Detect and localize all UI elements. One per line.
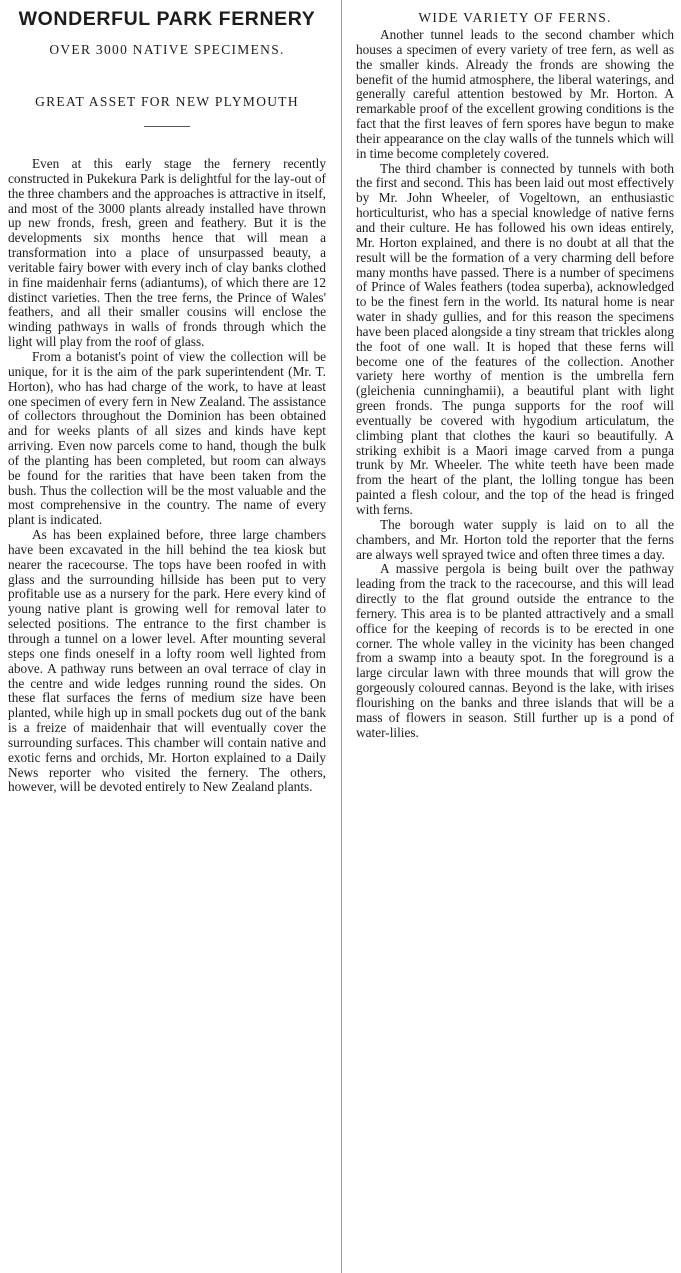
section-rule — [144, 126, 190, 127]
paragraph: The borough water supply is laid on to all the chambers, and Mr. Horton told the reporter that the ferns are always well sprayed twice and often three times a day. — [356, 516, 674, 562]
paragraph: From a botanist's point of view the collection will be unique, for it is the aim of the park superintendent (Mr. T. Horton), who has had charge of the work, to have at least one specimen of every fern in New Zealand. The assistance of collectors throughout the Dominion has been obtained and for weeks plants of all sizes and kinds have kept arriving. Even now parcels come to hand, though the bulk of the planting has been completed, but room can always be found for the rarities that have been taken from the bush. Thus the collection will be the most valuable and the most comprehensive in the country. The name of every plant is indicated. — [8, 348, 326, 528]
paragraph: A massive pergola is being built over the pathway leading from the track to the racecourse, and this will lead directly to the flat ground outside the entrance to the fernery. This area is to be planted attractively and a small office for the keeping of records is to be erected in one corner. The whole valley in the vicinity has been changed from a swamp into a beauty spot. In the foreground is a large circular lawn with three mounds that will grow the gorgeously coloured cannas. Beyond is the lake, with irises flourishing on the banks and three islands that will be a mass of flowers in season. Still further up is a pond of water-lilies. — [356, 561, 674, 740]
headline: WONDERFUL PARK FERNERY — [18, 8, 316, 30]
paragraph: Another tunnel leads to the second chamber which houses a specimen of every variety of tree fern, as well as the smaller kinds. Already the fronds are showing the benefit of the humid atmosphere, the liberal waterings, and generally careful attention bestowed by Mr. Horton. A remarkable proof of the excellent growing conditions is the fact that the first leaves of fern spores have begun to make their appearance on the clay walls of the tunnels which will in time become completely covered. — [356, 27, 674, 161]
left-column — [8, 4, 326, 795]
right-column — [356, 4, 674, 741]
paragraph: As has been explained before, three large chambers have been excavated in the hill behind the tea kiosk but nearer the racecourse. The tops have been roofed in with glass and the surrounding hillside has been put to very profitable use as a nursery for the park. Here every kind of young native plant is growing well for removal later to selected positions. The entrance to the first chamber is through a tunnel on a lower level. After mounting several steps one finds oneself in a lofty room well lighted from above. A pathway runs between an oval terrace of clay in the centre and wide ledges running round the sides. On these flat surfaces the ferns of medium size have been planted, while high up in small pockets dug out of the bank is a freize of maidenhair that will eventually cover the surrounding surfaces. This chamber will contain native and exotic ferns and orchids, Mr. Horton explained to a Daily News reporter who visited the fernery. The others, however, will be devoted entirely to New Zealand plants. — [8, 527, 326, 795]
paragraph: The third chamber is connected by tunnels with both the first and second. This has been laid out most effectively by Mr. John Wheeler, of Vogeltown, an enthusiastic horticulturist, who has a special knowledge of native ferns and their culture. He has followed his own ideas entirely, Mr. Horton explained, and there is no doubt at all that the result will be the formation of a very charming dell before many months have passed. There is a number of specimens of Prince of Wales feathers (todea superba), acknowledged to be the finest fern in the world. Its natural home is near water in shady gullies, and for this reason the specimens have been placed alongside a tiny stream that trickles along the foot of one wall. It is hoped that these ferns will become one of the features of the collection. Another variety here worthy of mention is the umbrella fern (gleichenia cunninghamii), a beautiful plant with light green fronds. The punga supports for the roof will eventually be covered with hygodium articulatum, the climbing plant that clothes the kauri so beautifully. A striking exhibit is a Maori image carved from a punga trunk by Mr. Wheeler. The white teeth have been made from the heart of the plant, the lolling tongue has been painted a flesh colour, and the top of the head is fringed with ferns. — [356, 160, 674, 517]
subhead-asset: GREAT ASSET FOR NEW PLYMOUTH — [35, 94, 299, 109]
column-divider — [341, 0, 342, 1273]
subhead-variety: WIDE VARIETY OF FERNS. — [418, 10, 612, 25]
subhead-specimens: OVER 3000 NATIVE SPECIMENS. — [49, 42, 285, 57]
paragraph: Even at this early stage the fernery recently constructed in Pukekura Park is delightful for the lay-out of the three chambers and the approaches is attractive in itself, and most of the 3000 plants already installed have thrown up new fronds, fresh, green and feathery. But it is the developments six months hence that will mean a transformation into a place of unsurpassed beauty, a veritable fairy bower with every inch of clay banks clothed in fine maidenhair ferns (adiantums), of which there are 12 distinct varieties. Then the tree ferns, the Prince of Wales' feathers, and all their smaller cousins will enclose the winding pathways in walls of fronds through which the light will play from the roof of glass. — [8, 156, 326, 350]
